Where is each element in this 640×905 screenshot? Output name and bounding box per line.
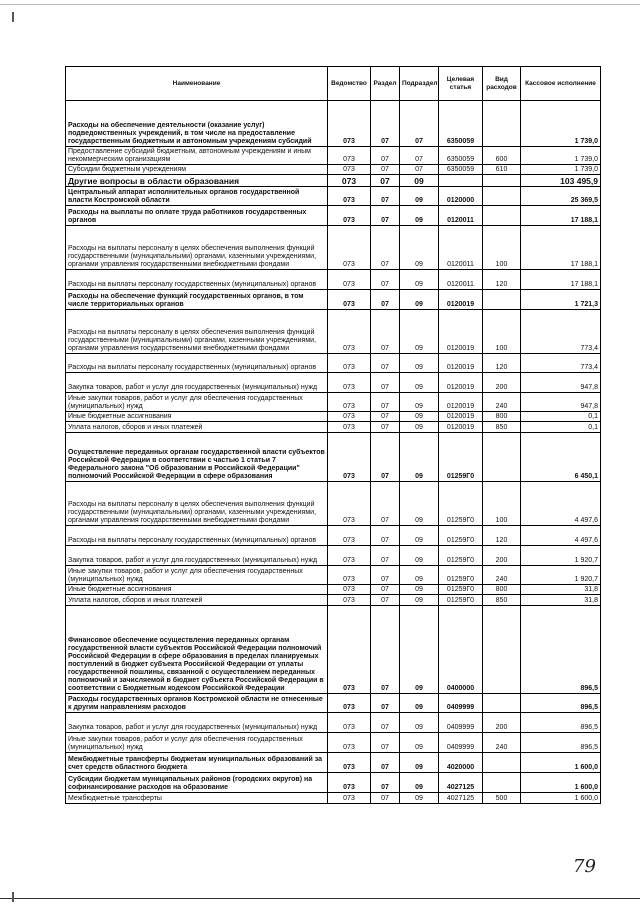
cell-vedomstvo: 073 [328,310,371,354]
cell-target-article: 4027125 [439,793,483,804]
cell-expense-type: 100 [483,310,521,354]
cell-cash-execution: 31,8 [521,595,601,606]
table-row [66,793,601,804]
cell-razdel: 07 [371,354,400,373]
table-row [66,694,601,713]
cell-podrazdel: 09 [400,595,439,606]
cell-target-article: 0120019 [439,412,483,422]
table-row [66,773,601,793]
cell-cash-execution: 1 600,0 [521,753,601,773]
cell-vedomstvo: 073 [328,566,371,585]
cell-expense-type [483,290,521,310]
cell-razdel: 07 [371,733,400,753]
cell-expense-type [483,175,521,187]
cell-target-article: 6350059 [439,101,483,147]
cell-name: Осуществление переданных органам государственной власти субъектов Российской Федерации в соответствии с частью 1 статьи 7 Федерального закона "Об образовании в Российской Федерации" полномочий Российской Федерации в сфере образования [66,433,328,482]
cell-target-article: 01259Г0 [439,482,483,526]
header-name: Наименование [66,67,328,101]
table-row [66,566,601,585]
cell-expense-type: 500 [483,793,521,804]
cell-target-article: 0120011 [439,206,483,226]
cell-expense-type: 200 [483,713,521,733]
cell-expense-type: 240 [483,566,521,585]
cell-razdel: 07 [371,482,400,526]
cell-target-article: 0400000 [439,606,483,694]
cell-expense-type: 240 [483,393,521,412]
cell-razdel: 07 [371,433,400,482]
table-row [66,175,601,187]
cell-vedomstvo: 073 [328,422,371,433]
cell-vedomstvo: 073 [328,595,371,606]
cell-expense-type: 100 [483,226,521,270]
cell-name: Закупка товаров, работ и услуг для государственных (муниципальных) нужд [66,373,328,393]
cell-razdel: 07 [371,606,400,694]
cell-podrazdel: 07 [400,165,439,175]
cell-razdel: 07 [371,422,400,433]
cell-podrazdel: 09 [400,422,439,433]
cell-podrazdel: 09 [400,733,439,753]
cell-name: Расходы на выплаты по оплате труда работников государственных органов [66,206,328,226]
cell-podrazdel: 09 [400,412,439,422]
cell-vedomstvo: 073 [328,546,371,566]
cell-razdel: 07 [371,101,400,147]
cell-name: Иные бюджетные ассигнования [66,585,328,595]
cell-expense-type: 850 [483,595,521,606]
cell-vedomstvo: 073 [328,101,371,147]
cell-name: Расходы на выплаты персоналу государственных (муниципальных) органов [66,526,328,546]
header-podrazdel: Подраздел [400,67,439,101]
cell-podrazdel: 09 [400,546,439,566]
table-row [66,606,601,694]
cell-vedomstvo: 073 [328,412,371,422]
cell-cash-execution: 896,5 [521,733,601,753]
cell-vedomstvo: 073 [328,270,371,290]
cell-podrazdel: 09 [400,226,439,270]
cell-target-article: 0409999 [439,694,483,713]
cell-expense-type [483,753,521,773]
cell-expense-type [483,606,521,694]
cell-cash-execution: 31,8 [521,585,601,595]
cell-cash-execution: 1 739,0 [521,101,601,147]
cell-name: Расходы на выплаты персоналу в целях обеспечения выполнения функций государственными (муниципальными) органами, казенными учреждениями, органами управления государственными внебюджетными фондами [66,310,328,354]
cell-name: Субсидии бюджетным учреждениям [66,165,328,175]
table-row [66,526,601,546]
cell-name: Субсидии бюджетам муниципальных районов (городских округов) на софинансирование расходов на образование [66,773,328,793]
cell-cash-execution: 17 188,1 [521,226,601,270]
cell-vedomstvo: 073 [328,165,371,175]
cell-expense-type: 120 [483,354,521,373]
cell-cash-execution: 1 920,7 [521,546,601,566]
cell-podrazdel: 09 [400,187,439,206]
cell-expense-type [483,101,521,147]
cell-expense-type: 850 [483,422,521,433]
cell-expense-type [483,433,521,482]
cell-target-article: 6350059 [439,165,483,175]
cell-expense-type: 240 [483,733,521,753]
cell-name: Другие вопросы в области образования [66,175,328,187]
cell-cash-execution: 25 369,5 [521,187,601,206]
cell-name: Расходы на выплаты персоналу в целях обеспечения выполнения функций государственными (муниципальными) органами, казенными учреждениями, органами управления государственными внебюджетными фондами [66,482,328,526]
cell-podrazdel: 07 [400,101,439,147]
cell-vedomstvo: 073 [328,226,371,270]
table-row [66,310,601,354]
page-left-mark-bottom [12,892,14,902]
cell-razdel: 07 [371,546,400,566]
cell-target-article: 0120011 [439,226,483,270]
cell-cash-execution: 947,8 [521,373,601,393]
cell-podrazdel: 09 [400,585,439,595]
cell-vedomstvo: 073 [328,175,371,187]
cell-expense-type: 800 [483,585,521,595]
table-row [66,595,601,606]
header-expense-type: Вид расходов [483,67,521,101]
cell-cash-execution: 773,4 [521,354,601,373]
table-row [66,101,601,147]
cell-expense-type: 200 [483,546,521,566]
cell-name: Расходы на обеспечение функций государственных органов, в том числе территориальных органов [66,290,328,310]
cell-vedomstvo: 073 [328,147,371,165]
cell-target-article: 01259Г0 [439,526,483,546]
cell-target-article: 0409999 [439,713,483,733]
cell-vedomstvo: 073 [328,482,371,526]
cell-name: Иные закупки товаров, работ и услуг для обеспечения государственных (муниципальных) нужд [66,566,328,585]
header-razdel: Раздел [371,67,400,101]
table-row [66,187,601,206]
cell-razdel: 07 [371,270,400,290]
cell-razdel: 07 [371,310,400,354]
table-row [66,482,601,526]
cell-vedomstvo: 073 [328,393,371,412]
cell-cash-execution: 0,1 [521,422,601,433]
cell-target-article: 0120019 [439,290,483,310]
cell-name: Расходы на выплаты персоналу в целях обеспечения выполнения функций государственными (муниципальными) органами, казенными учреждениями, органами управления государственными внебюджетными фондами [66,226,328,270]
cell-vedomstvo: 073 [328,433,371,482]
cell-razdel: 07 [371,713,400,733]
cell-podrazdel: 09 [400,206,439,226]
cell-razdel: 07 [371,585,400,595]
cell-vedomstvo: 073 [328,753,371,773]
cell-razdel: 07 [371,187,400,206]
cell-razdel: 07 [371,206,400,226]
page-bottom-edge [0,898,640,899]
table-row [66,733,601,753]
table-row [66,226,601,270]
cell-podrazdel: 09 [400,606,439,694]
cell-expense-type: 120 [483,526,521,546]
cell-razdel: 07 [371,566,400,585]
cell-podrazdel: 09 [400,753,439,773]
cell-vedomstvo: 073 [328,733,371,753]
cell-vedomstvo: 073 [328,290,371,310]
cell-target-article: 4027125 [439,773,483,793]
cell-cash-execution: 4 497,6 [521,526,601,546]
cell-target-article: 4020000 [439,753,483,773]
cell-expense-type: 610 [483,165,521,175]
cell-expense-type: 100 [483,482,521,526]
cell-razdel: 07 [371,595,400,606]
cell-target-article: 0120019 [439,310,483,354]
cell-razdel: 07 [371,793,400,804]
cell-expense-type [483,187,521,206]
table-row [66,206,601,226]
cell-cash-execution: 17 188,1 [521,206,601,226]
cell-target-article: 01259Г0 [439,546,483,566]
cell-podrazdel: 09 [400,290,439,310]
cell-cash-execution: 773,4 [521,310,601,354]
table-row [66,393,601,412]
cell-expense-type: 200 [483,373,521,393]
cell-razdel: 07 [371,694,400,713]
cell-expense-type: 800 [483,412,521,422]
cell-razdel: 07 [371,393,400,412]
cell-vedomstvo: 073 [328,373,371,393]
cell-cash-execution: 1 739,0 [521,147,601,165]
table-row [66,290,601,310]
cell-cash-execution: 1 739,0 [521,165,601,175]
cell-podrazdel: 09 [400,175,439,187]
cell-cash-execution: 103 495,9 [521,175,601,187]
cell-name: Закупка товаров, работ и услуг для государственных (муниципальных) нужд [66,546,328,566]
table-row [66,165,601,175]
page-top-edge [0,4,640,5]
table-row [66,354,601,373]
cell-target-article: 6350059 [439,147,483,165]
cell-target-article: 01259Г0 [439,595,483,606]
cell-expense-type: 120 [483,270,521,290]
cell-podrazdel: 09 [400,566,439,585]
cell-target-article: 0120019 [439,354,483,373]
cell-cash-execution: 1 600,0 [521,773,601,793]
cell-name: Межбюджетные трансферты [66,793,328,804]
cell-name: Уплата налогов, сборов и иных платежей [66,595,328,606]
cell-target-article: 0120019 [439,393,483,412]
cell-cash-execution: 4 497,6 [521,482,601,526]
cell-name: Предоставление субсидий бюджетным, автономным учреждениям и иным некоммерческим организациям [66,147,328,165]
header-vedomstvo: Ведомство [328,67,371,101]
table-row [66,147,601,165]
cell-vedomstvo: 073 [328,793,371,804]
table-row [66,270,601,290]
cell-name: Расходы на обеспечение деятельности (оказание услуг) подведомственных учреждений, в том числе на предоставление государственным бюджетным и автономным учреждениям субсидий [66,101,328,147]
cell-name: Финансовое обеспечение осуществления переданных органам государственной власти субъектов Российской Федерации полномочий Российской Федерации в сфере образования в пределах планируемых поступлений в бюджет субъекта Российской Федерации от уплаты государственной пошлины, связанной с осуществлением переданных полномочий и зачисляемой в бюджет субъекта Российской Федерации в соответствии с Бюджетным кодексом Российской Федерации [66,606,328,694]
cell-razdel: 07 [371,165,400,175]
cell-target-article: 0120019 [439,373,483,393]
table-row [66,422,601,433]
cell-cash-execution: 947,8 [521,393,601,412]
cell-vedomstvo: 073 [328,606,371,694]
cell-podrazdel: 09 [400,694,439,713]
cell-name: Закупка товаров, работ и услуг для государственных (муниципальных) нужд [66,713,328,733]
cell-vedomstvo: 073 [328,187,371,206]
cell-cash-execution: 17 188,1 [521,270,601,290]
cell-vedomstvo: 073 [328,354,371,373]
cell-name: Расходы государственных органов Костромской области не отнесенные к другим направлениям расходов [66,694,328,713]
cell-cash-execution: 1 600,0 [521,793,601,804]
cell-name: Иные бюджетные ассигнования [66,412,328,422]
table-row [66,433,601,482]
cell-razdel: 07 [371,373,400,393]
table-row [66,412,601,422]
table-row [66,585,601,595]
cell-vedomstvo: 073 [328,694,371,713]
cell-razdel: 07 [371,226,400,270]
cell-vedomstvo: 073 [328,713,371,733]
cell-target-article: 0120000 [439,187,483,206]
cell-target-article: 0120019 [439,422,483,433]
cell-target-article: 01259Г0 [439,433,483,482]
cell-podrazdel: 09 [400,482,439,526]
cell-cash-execution: 896,5 [521,694,601,713]
cell-cash-execution: 0,1 [521,412,601,422]
cell-target-article: 01259Г0 [439,566,483,585]
page-number-handwritten: 79 [573,856,596,877]
cell-razdel: 07 [371,526,400,546]
cell-vedomstvo: 073 [328,526,371,546]
cell-podrazdel: 09 [400,393,439,412]
cell-razdel: 07 [371,147,400,165]
cell-name: Межбюджетные трансферты бюджетам муниципальных образований за счет средств областного бюджета [66,753,328,773]
cell-podrazdel: 09 [400,713,439,733]
cell-razdel: 07 [371,753,400,773]
cell-vedomstvo: 073 [328,206,371,226]
cell-vedomstvo: 073 [328,585,371,595]
cell-target-article: 0409999 [439,733,483,753]
table-body [66,101,601,804]
budget-execution-table [65,66,601,804]
cell-cash-execution: 896,5 [521,713,601,733]
cell-vedomstvo: 073 [328,773,371,793]
cell-name: Расходы на выплаты персоналу государственных (муниципальных) органов [66,270,328,290]
cell-razdel: 07 [371,175,400,187]
cell-name: Центральный аппарат исполнительных органов государственной власти Костромской области [66,187,328,206]
cell-expense-type [483,773,521,793]
cell-podrazdel: 09 [400,354,439,373]
cell-podrazdel: 09 [400,793,439,804]
header-cash-execution: Кассовое исполнение [521,67,601,101]
cell-cash-execution: 1 920,7 [521,566,601,585]
cell-target-article: 01259Г0 [439,585,483,595]
header-target-article: Целевая статья [439,67,483,101]
cell-name: Уплата налогов, сборов и иных платежей [66,422,328,433]
cell-podrazdel: 09 [400,773,439,793]
page-left-mark [12,12,14,22]
table-row [66,373,601,393]
cell-podrazdel: 09 [400,270,439,290]
cell-name: Иные закупки товаров, работ и услуг для обеспечения государственных (муниципальных) нужд [66,393,328,412]
cell-expense-type [483,694,521,713]
cell-cash-execution: 1 721,3 [521,290,601,310]
cell-name: Расходы на выплаты персоналу государственных (муниципальных) органов [66,354,328,373]
cell-podrazdel: 07 [400,147,439,165]
cell-expense-type: 600 [483,147,521,165]
table-header-row [66,67,601,101]
cell-razdel: 07 [371,773,400,793]
table-row [66,546,601,566]
cell-podrazdel: 09 [400,526,439,546]
table-row [66,713,601,733]
cell-target-article [439,175,483,187]
table-row [66,753,601,773]
cell-podrazdel: 09 [400,433,439,482]
cell-podrazdel: 09 [400,310,439,354]
cell-razdel: 07 [371,290,400,310]
cell-target-article: 0120011 [439,270,483,290]
cell-cash-execution: 6 450,1 [521,433,601,482]
cell-podrazdel: 09 [400,373,439,393]
cell-razdel: 07 [371,412,400,422]
cell-cash-execution: 896,5 [521,606,601,694]
cell-name: Иные закупки товаров, работ и услуг для обеспечения государственных (муниципальных) нужд [66,733,328,753]
cell-expense-type [483,206,521,226]
